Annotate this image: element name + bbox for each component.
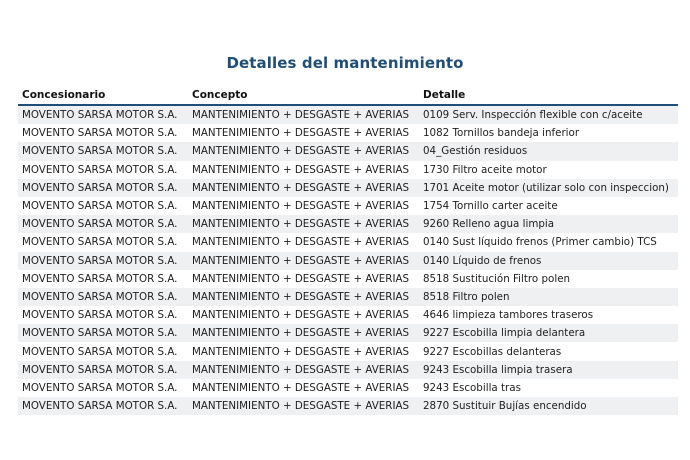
cell-concepto: MANTENIMIENTO + DESGASTE + AVERIAS xyxy=(188,288,419,306)
cell-detalle: 04_Gestión residuos xyxy=(419,142,678,160)
cell-concepto: MANTENIMIENTO + DESGASTE + AVERIAS xyxy=(188,179,419,197)
cell-detalle: 8518 Filtro polen xyxy=(419,288,678,306)
maintenance-table xyxy=(18,86,678,415)
table-header xyxy=(18,86,678,105)
cell-concesionario: MOVENTO SARSA MOTOR S.A. xyxy=(18,105,188,124)
table-row xyxy=(18,397,678,415)
cell-concepto: MANTENIMIENTO + DESGASTE + AVERIAS xyxy=(188,379,419,397)
cell-detalle: 9243 Escobilla tras xyxy=(419,379,678,397)
cell-concepto: MANTENIMIENTO + DESGASTE + AVERIAS xyxy=(188,252,419,270)
page-title: Detalles del mantenimiento xyxy=(226,54,464,72)
cell-concesionario: MOVENTO SARSA MOTOR S.A. xyxy=(18,197,188,215)
cell-concesionario: MOVENTO SARSA MOTOR S.A. xyxy=(18,361,188,379)
cell-concepto: MANTENIMIENTO + DESGASTE + AVERIAS xyxy=(188,342,419,360)
cell-detalle: 2870 Sustituir Bujías encendido xyxy=(419,397,678,415)
cell-concepto: MANTENIMIENTO + DESGASTE + AVERIAS xyxy=(188,233,419,251)
cell-detalle: 1082 Tornillos bandeja inferior xyxy=(419,124,678,142)
column-header-detalle: Detalle xyxy=(419,86,678,105)
cell-concesionario: MOVENTO SARSA MOTOR S.A. xyxy=(18,288,188,306)
table-row xyxy=(18,288,678,306)
cell-concepto: MANTENIMIENTO + DESGASTE + AVERIAS xyxy=(188,270,419,288)
cell-detalle: 1730 Filtro aceite motor xyxy=(419,161,678,179)
table-row xyxy=(18,252,678,270)
cell-concesionario: MOVENTO SARSA MOTOR S.A. xyxy=(18,124,188,142)
table-row xyxy=(18,233,678,251)
cell-concesionario: MOVENTO SARSA MOTOR S.A. xyxy=(18,342,188,360)
cell-detalle: 9227 Escobilla limpia delantera xyxy=(419,324,678,342)
table-row xyxy=(18,197,678,215)
cell-detalle: 0140 Líquido de frenos xyxy=(419,252,678,270)
table-row xyxy=(18,215,678,233)
table-row xyxy=(18,306,678,324)
cell-concepto: MANTENIMIENTO + DESGASTE + AVERIAS xyxy=(188,161,419,179)
cell-concesionario: MOVENTO SARSA MOTOR S.A. xyxy=(18,324,188,342)
table-row xyxy=(18,142,678,160)
column-header-concepto: Concepto xyxy=(188,86,419,105)
cell-concesionario: MOVENTO SARSA MOTOR S.A. xyxy=(18,397,188,415)
cell-concepto: MANTENIMIENTO + DESGASTE + AVERIAS xyxy=(188,105,419,124)
cell-detalle: 0109 Serv. Inspección flexible con c/aceite xyxy=(419,105,678,124)
cell-concesionario: MOVENTO SARSA MOTOR S.A. xyxy=(18,179,188,197)
cell-detalle: 9243 Escobilla limpia trasera xyxy=(419,361,678,379)
cell-detalle: 8518 Sustitución Filtro polen xyxy=(419,270,678,288)
table-row xyxy=(18,179,678,197)
table-row xyxy=(18,324,678,342)
cell-concesionario: MOVENTO SARSA MOTOR S.A. xyxy=(18,306,188,324)
table-row xyxy=(18,124,678,142)
table-body xyxy=(18,105,678,415)
cell-concepto: MANTENIMIENTO + DESGASTE + AVERIAS xyxy=(188,215,419,233)
cell-concepto: MANTENIMIENTO + DESGASTE + AVERIAS xyxy=(188,324,419,342)
cell-concesionario: MOVENTO SARSA MOTOR S.A. xyxy=(18,215,188,233)
cell-detalle: 0140 Sust líquido frenos (Primer cambio) TCS xyxy=(419,233,678,251)
cell-concepto: MANTENIMIENTO + DESGASTE + AVERIAS xyxy=(188,197,419,215)
cell-concesionario: MOVENTO SARSA MOTOR S.A. xyxy=(18,379,188,397)
cell-detalle: 4646 limpieza tambores traseros xyxy=(419,306,678,324)
table-row xyxy=(18,361,678,379)
cell-concepto: MANTENIMIENTO + DESGASTE + AVERIAS xyxy=(188,306,419,324)
table-row xyxy=(18,161,678,179)
cell-detalle: 9227 Escobillas delanteras xyxy=(419,342,678,360)
cell-concepto: MANTENIMIENTO + DESGASTE + AVERIAS xyxy=(188,397,419,415)
cell-concesionario: MOVENTO SARSA MOTOR S.A. xyxy=(18,252,188,270)
column-header-concesionario: Concesionario xyxy=(18,86,188,105)
cell-concepto: MANTENIMIENTO + DESGASTE + AVERIAS xyxy=(188,361,419,379)
cell-concesionario: MOVENTO SARSA MOTOR S.A. xyxy=(18,142,188,160)
table-row xyxy=(18,379,678,397)
table-row xyxy=(18,270,678,288)
cell-concepto: MANTENIMIENTO + DESGASTE + AVERIAS xyxy=(188,142,419,160)
header-row xyxy=(18,86,678,105)
table-row xyxy=(18,342,678,360)
table-row xyxy=(18,105,678,124)
cell-concesionario: MOVENTO SARSA MOTOR S.A. xyxy=(18,233,188,251)
cell-detalle: 1701 Aceite motor (utilizar solo con inspeccion) xyxy=(419,179,678,197)
cell-concepto: MANTENIMIENTO + DESGASTE + AVERIAS xyxy=(188,124,419,142)
cell-detalle: 9260 Relleno agua limpia xyxy=(419,215,678,233)
cell-concesionario: MOVENTO SARSA MOTOR S.A. xyxy=(18,270,188,288)
cell-concesionario: MOVENTO SARSA MOTOR S.A. xyxy=(18,161,188,179)
cell-detalle: 1754 Tornillo carter aceite xyxy=(419,197,678,215)
